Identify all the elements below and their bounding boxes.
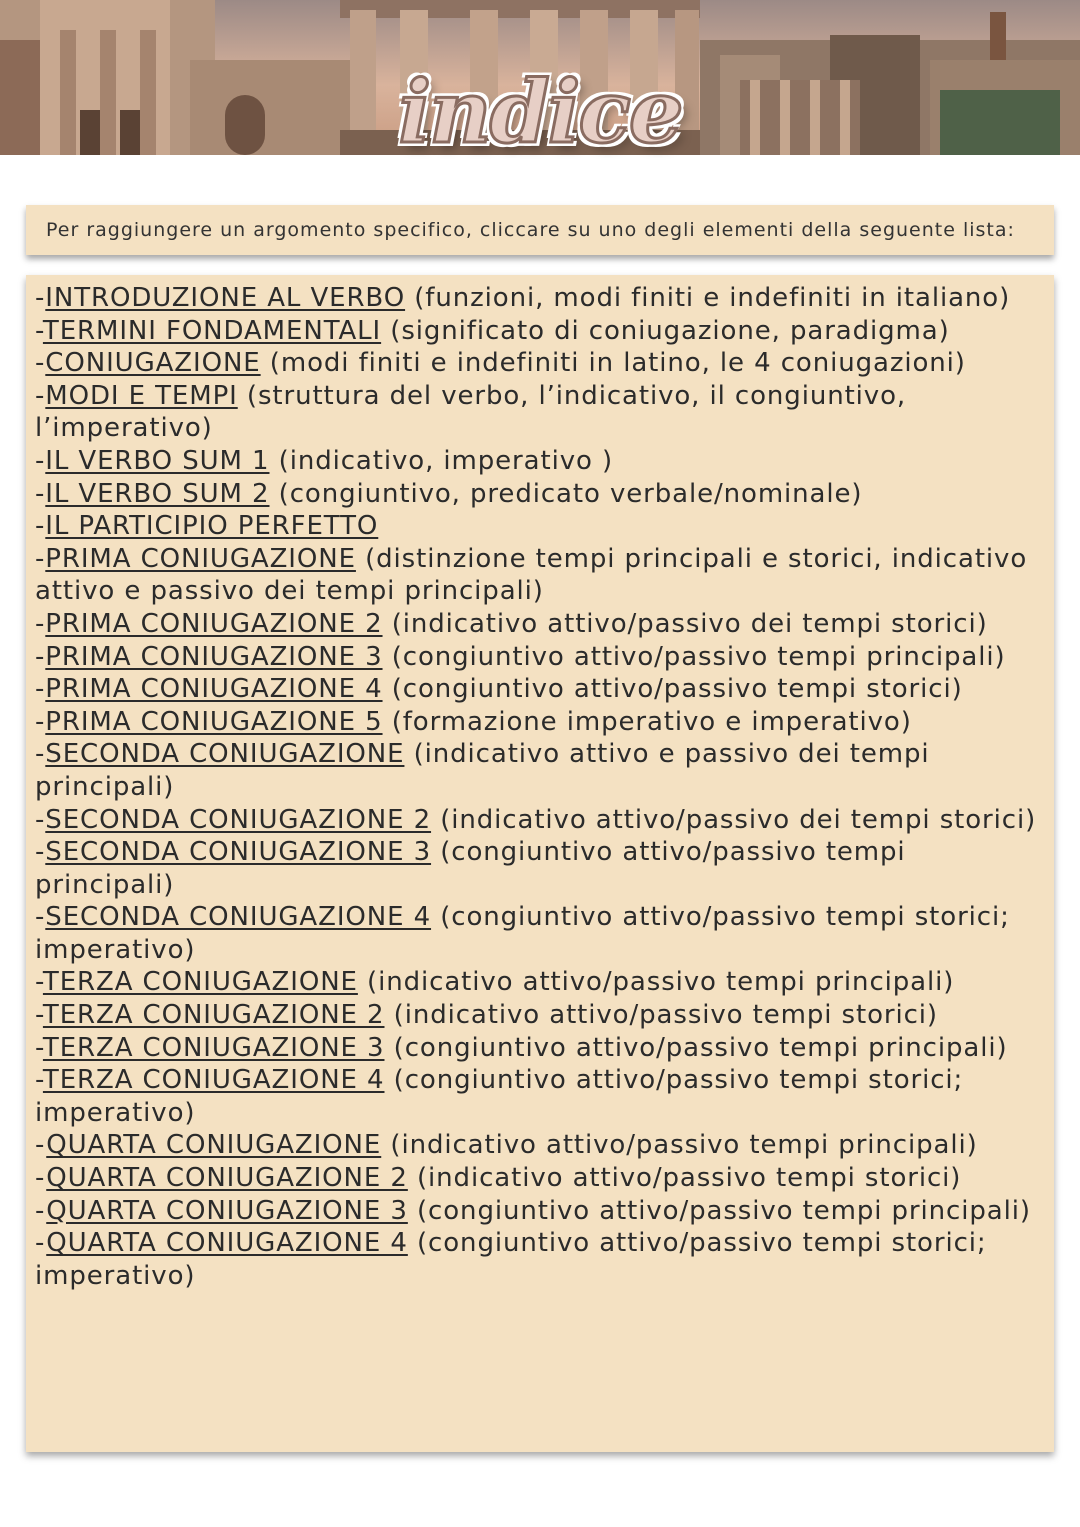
instruction-box: [26, 205, 1054, 255]
list-item: -SECONDA CONIUGAZIONE 3 (congiuntivo attivo/passivo tempi principali): [35, 837, 906, 900]
toc-description: (indicativo attivo/passivo tempi principali): [390, 1130, 978, 1161]
list-item: -IL VERBO SUM 2 (congiuntivo, predicato verbale/nominale): [35, 478, 863, 509]
toc-description: (congiuntivo attivo/passivo tempi storici): [391, 674, 963, 705]
toc-description: (indicativo attivo/passivo tempi storici): [417, 1163, 962, 1194]
toc-link[interactable]: IL PARTICIPIO PERFETTO: [45, 511, 379, 542]
toc-link[interactable]: QUARTA CONIUGAZIONE 4: [46, 1228, 408, 1259]
toc-description: (congiuntivo attivo/passivo tempi storici; imperativo): [35, 1065, 964, 1128]
page-title: indice: [398, 62, 682, 163]
toc-link[interactable]: PRIMA CONIUGAZIONE: [45, 543, 356, 574]
toc-link[interactable]: SECONDA CONIUGAZIONE 3: [45, 837, 432, 868]
toc-link[interactable]: PRIMA CONIUGAZIONE 5: [45, 706, 383, 737]
instruction-text: Per raggiungere un argomento specifico, cliccare su uno degli elementi della seguente lista:: [46, 219, 1015, 241]
list-item: -MODI E TEMPI (struttura del verbo, l’indicativo, il congiuntivo, l’imperativo): [35, 380, 907, 444]
toc-description: (indicativo attivo/passivo dei tempi storici): [440, 804, 1037, 835]
toc-link[interactable]: SECONDA CONIUGAZIONE: [45, 739, 405, 770]
toc-description: (indicativo, imperativo ): [278, 445, 613, 476]
list-item: -SECONDA CONIUGAZIONE (indicativo attivo e passivo dei tempi principali): [35, 739, 930, 802]
toc-description: (congiuntivo attivo/passivo tempi principali): [391, 641, 1006, 672]
toc-link[interactable]: TERZA CONIUGAZIONE 4: [42, 1065, 385, 1096]
toc-description: (congiuntivo attivo/passivo tempi principali): [417, 1195, 1031, 1226]
toc-link[interactable]: QUARTA CONIUGAZIONE 2: [46, 1163, 408, 1194]
toc-description: (congiuntivo, predicato verbale/nominale): [278, 478, 863, 509]
toc-link[interactable]: PRIMA CONIUGAZIONE 4: [45, 674, 383, 705]
toc-description: (congiuntivo attivo/passivo tempi principali): [393, 1032, 1008, 1063]
toc-description: (congiuntivo attivo/passivo tempi storici; imperativo): [35, 902, 1010, 965]
list-item: -IL VERBO SUM 1 (indicativo, imperativo ): [35, 445, 613, 476]
list-item: -TERMINI FONDAMENTALI (significato di coniugazione, paradigma): [35, 315, 950, 346]
toc-link[interactable]: PRIMA CONIUGAZIONE 2: [45, 608, 383, 639]
list-item: -QUARTA CONIUGAZIONE 3 (congiuntivo attivo/passivo tempi principali): [35, 1195, 1031, 1226]
list-item: -CONIUGAZIONE (modi finiti e indefiniti in latino, le 4 coniugazioni): [35, 348, 966, 379]
list-item: -PRIMA CONIUGAZIONE 5 (formazione imperativo e imperativo): [35, 706, 912, 737]
list-item: -TERZA CONIUGAZIONE (indicativo attivo/passivo tempi principali): [35, 967, 955, 998]
toc-description: (indicativo attivo/passivo dei tempi storici): [391, 608, 988, 639]
toc-link[interactable]: IL VERBO SUM 1: [45, 445, 270, 476]
list-item: -PRIMA CONIUGAZIONE (distinzione tempi principali e storici, indicativo attivo e passivo dei tempi principali): [35, 543, 1028, 607]
toc-description: (formazione imperativo e imperativo): [391, 706, 912, 737]
toc-link[interactable]: SECONDA CONIUGAZIONE 2: [45, 804, 432, 835]
toc-link[interactable]: TERMINI FONDAMENTALI: [42, 315, 382, 346]
list-item: -QUARTA CONIUGAZIONE (indicativo attivo/passivo tempi principali): [35, 1130, 978, 1161]
list-item: -TERZA CONIUGAZIONE 4 (congiuntivo attivo/passivo tempi storici; imperativo): [35, 1065, 964, 1128]
toc-link[interactable]: MODI E TEMPI: [45, 380, 238, 411]
toc-link[interactable]: CONIUGAZIONE: [45, 348, 261, 379]
list-item: -PRIMA CONIUGAZIONE 4 (congiuntivo attivo/passivo tempi storici): [35, 674, 963, 705]
toc-description: (indicativo attivo/passivo tempi principali): [367, 967, 955, 998]
list-item: -TERZA CONIUGAZIONE 2 (indicativo attivo/passivo tempi storici): [35, 1000, 938, 1031]
list-item: -SECONDA CONIUGAZIONE 4 (congiuntivo attivo/passivo tempi storici; imperativo): [35, 902, 1010, 965]
toc-description: (congiuntivo attivo/passivo tempi principali): [35, 837, 906, 900]
toc-link[interactable]: PRIMA CONIUGAZIONE 3: [45, 641, 383, 672]
toc-link[interactable]: IL VERBO SUM 2: [45, 478, 270, 509]
toc-description: (struttura del verbo, l’indicativo, il congiuntivo, l’imperativo): [35, 380, 907, 444]
list-item: -QUARTA CONIUGAZIONE 2 (indicativo attivo/passivo tempi storici): [35, 1163, 962, 1194]
toc-description: (indicativo attivo e passivo dei tempi principali): [35, 739, 930, 802]
toc-link[interactable]: TERZA CONIUGAZIONE 3: [42, 1032, 385, 1063]
list-item: -INTRODUZIONE AL VERBO (funzioni, modi finiti e indefiniti in italiano): [35, 283, 1011, 313]
toc-link[interactable]: SECONDA CONIUGAZIONE 4: [45, 902, 432, 933]
list-item: -SECONDA CONIUGAZIONE 2 (indicativo attivo/passivo dei tempi storici): [35, 804, 1037, 835]
toc-description: (funzioni, modi finiti e indefiniti in italiano): [414, 283, 1011, 313]
toc-link[interactable]: TERZA CONIUGAZIONE 2: [42, 1000, 385, 1031]
list-item: -PRIMA CONIUGAZIONE 3 (congiuntivo attivo/passivo tempi principali): [35, 641, 1006, 672]
list-item: -QUARTA CONIUGAZIONE 4 (congiuntivo attivo/passivo tempi storici; imperativo): [35, 1228, 987, 1291]
toc-link[interactable]: QUARTA CONIUGAZIONE 3: [46, 1195, 408, 1226]
list-item: -TERZA CONIUGAZIONE 3 (congiuntivo attivo/passivo tempi principali): [35, 1032, 1008, 1063]
toc-link[interactable]: INTRODUZIONE AL VERBO: [45, 283, 406, 313]
toc-description: (distinzione tempi principali e storici, indicativo attivo e passivo dei tempi principali): [35, 543, 1028, 607]
list-item: -PRIMA CONIUGAZIONE 2 (indicativo attivo/passivo dei tempi storici): [35, 608, 988, 639]
table-of-contents-panel: [26, 275, 1054, 1452]
list-item: -IL PARTICIPIO PERFETTO: [35, 511, 379, 542]
toc-description: (significato di coniugazione, paradigma): [390, 315, 950, 346]
toc-description: (modi finiti e indefiniti in latino, le 4 coniugazioni): [269, 348, 966, 379]
toc-link[interactable]: TERZA CONIUGAZIONE: [42, 967, 358, 998]
toc-link[interactable]: QUARTA CONIUGAZIONE: [46, 1130, 382, 1161]
toc-description: (indicativo attivo/passivo tempi storici): [393, 1000, 938, 1031]
toc-description: (congiuntivo attivo/passivo tempi storici; imperativo): [35, 1228, 987, 1291]
